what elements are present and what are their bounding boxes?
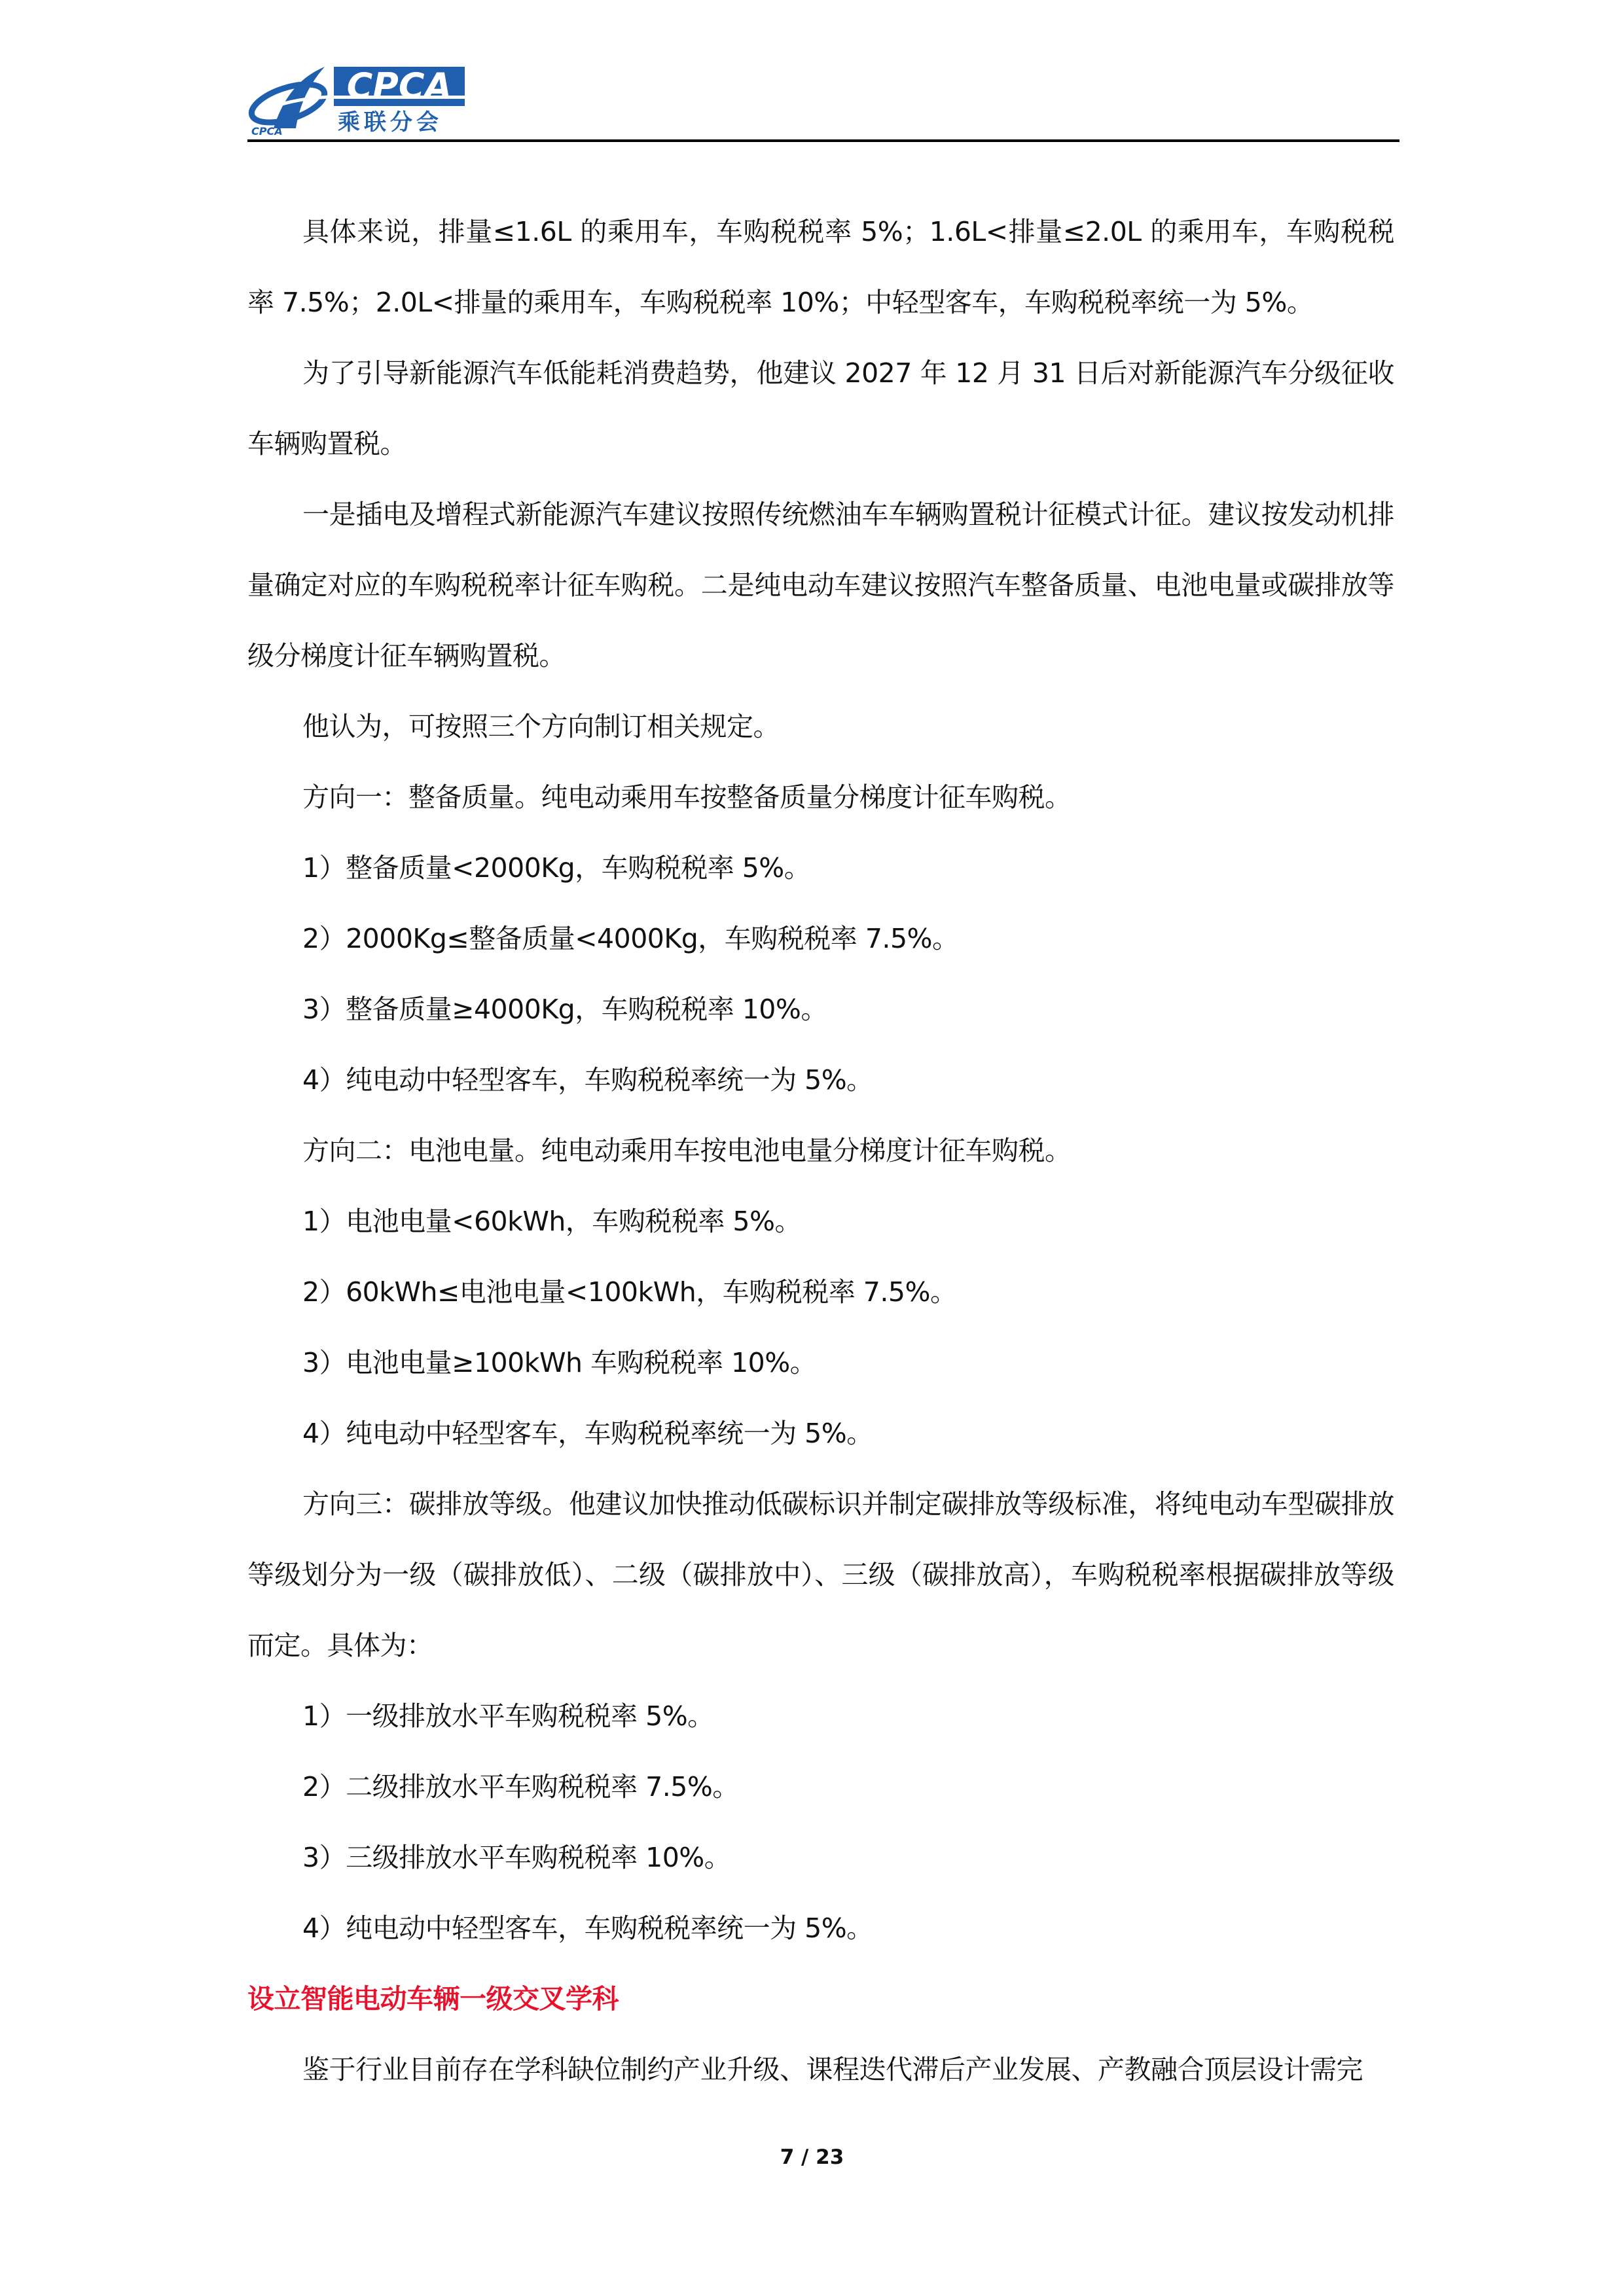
paragraph: 方向二：电池电量。纯电动乘用车按电池电量分梯度计征车购税。: [302, 1135, 1072, 1166]
paragraph: 为了引导新能源汽车低能耗消费趋势，他建议 2027 年 12 月 31 日后对新能源汽车分级征收车辆购置税。: [247, 357, 1394, 459]
document-body: [247, 196, 1394, 2105]
paragraph: 具体来说，排量≤1.6L 的乘用车，车购税税率 5%；1.6L<排量≤2.0L 的乘用车，车购税税率 7.5%；2.0L<排量的乘用车，车购税税率 10%；中轻型客车，车购税税率统一为 5%。: [247, 216, 1394, 318]
list-item: 2）2000Kg≤整备质量<4000Kg，车购税税率 7.5%。: [302, 923, 959, 954]
list-item: 2）二级排放水平车购税税率 7.5%。: [302, 1771, 739, 1803]
list-item: 1）整备质量<2000Kg，车购税税率 5%。: [302, 852, 811, 884]
paragraph: 鉴于行业目前存在学科缺位制约产业升级、课程迭代滞后产业发展、产教融合顶层设计需完: [302, 2054, 1363, 2085]
list-item: 4）纯电动中轻型客车，车购税税率统一为 5%。: [302, 1912, 873, 1944]
list-item: 3）三级排放水平车购税税率 10%。: [302, 1842, 731, 1873]
list-item: 1）电池电量<60kWh，车购税税率 5%。: [302, 1206, 801, 1237]
page-number: 7 / 23: [780, 2145, 844, 2169]
paragraph: 一是插电及增程式新能源汽车建议按照传统燃油车车辆购置税计征模式计征。建议按发动机排量确定对应的车购税税率计征车购税。二是纯电动车建议按照汽车整备质量、电池电量或碳排放等级分梯度计征车辆购置税。: [247, 499, 1394, 672]
list-item: 3）整备质量≥4000Kg，车购税税率 10%。: [302, 994, 827, 1025]
svg-text:CPCA: CPCA: [346, 65, 452, 107]
svg-text:乘联分会: 乘联分会: [338, 109, 442, 135]
paragraph: 方向一：整备质量。纯电动乘用车按整备质量分梯度计征车购税。: [302, 781, 1072, 813]
list-item: 1）一级排放水平车购税税率 5%。: [302, 1700, 714, 1732]
list-item: 4）纯电动中轻型客车，车购税税率统一为 5%。: [302, 1064, 873, 1096]
list-item: 3）电池电量≥100kWh 车购税税率 10%。: [302, 1347, 817, 1378]
paragraph: 方向三：碳排放等级。他建议加快推动低碳标识并制定碳排放等级标准，将纯电动车型碳排放等级划分为一级（碳排放低）、二级（碳排放中）、三级（碳排放高），车购税税率根据碳排放等级而定。具体为：: [247, 1488, 1394, 1661]
page-header: [247, 58, 1399, 143]
cpca-logo: [247, 58, 470, 137]
paragraph: 他认为，可按照三个方向制订相关规定。: [302, 711, 780, 742]
list-item: 2）60kWh≤电池电量<100kWh，车购税税率 7.5%。: [302, 1276, 957, 1308]
header-rule: [247, 139, 1399, 142]
svg-text:CPCA: CPCA: [251, 125, 283, 137]
list-item: 4）纯电动中轻型客车，车购税税率统一为 5%。: [302, 1418, 873, 1449]
section-heading: 设立智能电动车辆一级交叉学科: [247, 1983, 619, 2015]
